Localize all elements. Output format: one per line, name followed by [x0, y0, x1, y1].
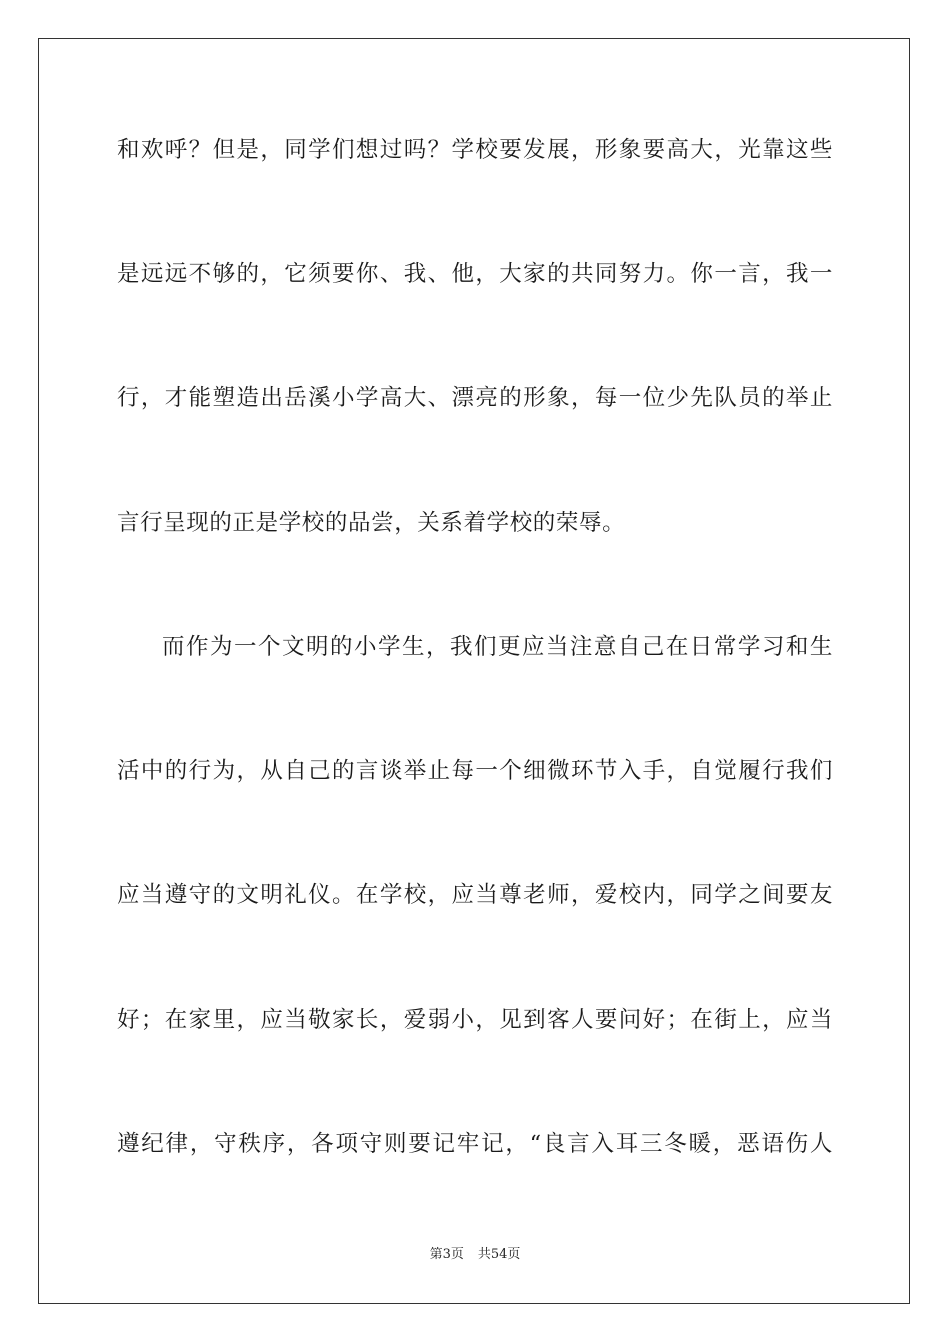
page-border — [38, 38, 910, 1304]
body-line-1: 和欢呼？但是，同学们想过吗？学校要发展，形象要高大，光靠这些 — [117, 137, 833, 163]
body-line-3: 行，才能塑造出岳溪小学高大、漂亮的形象，每一位少先队员的举止 — [117, 385, 833, 411]
body-line-2: 是远远不够的，它须要你、我、他，大家的共同努力。你一言，我一 — [117, 261, 833, 287]
body-line-6: 活中的行为，从自己的言谈举止每一个细微环节入手，自觉履行我们 — [117, 758, 833, 784]
body-line-4: 言行呈现的正是学校的品尝，关系着学校的荣辱。 — [117, 510, 626, 536]
page-footer — [0, 1245, 950, 1265]
body-line-8: 好；在家里，应当敬家长，爱弱小，见到客人要问好；在街上，应当 — [117, 1007, 833, 1033]
page-total: 共54页 — [477, 1247, 521, 1262]
page-number: 第3页 — [429, 1247, 464, 1262]
body-line-9: 遵纪律，守秩序，各项守则要记牢记，“良言入耳三冬暖，恶语伤人 — [117, 1131, 833, 1157]
body-line-5: 而作为一个文明的小学生，我们更应当注意自己在日常学习和生 — [162, 634, 833, 660]
body-line-7: 应当遵守的文明礼仪。在学校，应当尊老师，爱校内，同学之间要友 — [117, 882, 833, 908]
